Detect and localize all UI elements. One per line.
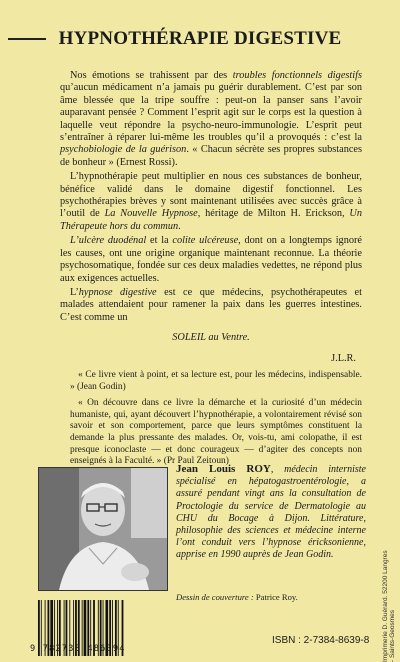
- paragraph-3: [60, 235, 362, 285]
- emphasis: colite ulcéreuse: [172, 235, 239, 247]
- credit-name: Patrice Roy.: [255, 592, 298, 602]
- text: est ce que médecins, psychothérapeutes et malades attendaient pour ramener la paix dans les guerres intestines. C’est comme un: [60, 286, 362, 323]
- book-title: HYPNOTHÉRAPIE DIGESTIVE: [58, 28, 342, 49]
- emphasis: SOLEIL: [172, 332, 206, 344]
- emphasis: La Nouvelle Hypnose: [104, 208, 198, 220]
- text: L’hypnothérapie peut multiplier en nous ces substances de bonheur, bénéfice validé dans le domaine digestif fonctionnel. Les psychothérapies brèves y sont maintenant utilisées avec succès grâce à l’outil de: [60, 171, 362, 220]
- back-cover-text: [60, 70, 362, 468]
- author-photo: [38, 467, 168, 591]
- cover-credit: [176, 592, 298, 602]
- isbn: ISBN : 2-7384-8639-8: [272, 635, 370, 646]
- author-portrait-image: [39, 468, 167, 590]
- printer-info: Imprimerie D. Guérard. 52200 Langres - Saints-Geosmes: [382, 550, 396, 662]
- paragraph-2: [60, 171, 362, 233]
- emphasis: psychobiologie de la guérison: [60, 144, 187, 156]
- text: qu’aucun médicament n’a jamais pu guérir durablement. C’est par son âme blessée que la tripe souffre : peut-on la panser sans l’avoir auparavant pensée ? Comment l’esprit agit sur le corps est la question à laquelle veut répondre la psycho-neuro-immunologie. L’esprit peut s’entraîner à réparer lui-même les troubles qu’il a provoqués : c’est la: [60, 82, 362, 144]
- text: , héritage de Milton H. Erickson,: [197, 208, 350, 220]
- credit-label: Dessin de couverture :: [176, 592, 254, 602]
- author-name: Jean Louis ROY: [176, 463, 271, 475]
- text: et la: [146, 235, 173, 247]
- signature: J.L.R.: [331, 352, 356, 364]
- text: . « Chacun sécrète ses propres substances de bonheur » (Ernest Rossi).: [60, 144, 362, 168]
- text: Nos émotions se trahissent par des: [70, 70, 233, 81]
- soleil-line: [60, 332, 362, 344]
- emphasis: L’ulcère duodénal: [70, 235, 147, 247]
- quote-zeitoun: « On découvre dans ce livre la démarche et la curiosité d’un médecin humaniste, qui, ayant découvert l’hypnothérapie, a volontairement révisé son savoir et son comportement, parce que leurs symptômes constituent la demande la plus pressante des malades. Or, vois-tu, ami colopathe, il est presque iconoclaste — et donc courageux — d’agiter des concepts non enseignés à la Faculté. » (Pr Paul Zeitoun): [70, 398, 362, 467]
- text: .: [178, 220, 181, 232]
- emphasis: hypnose digestive: [78, 286, 157, 298]
- paragraph-1: [60, 70, 362, 169]
- barcode-digits: 9 782738 486394: [30, 644, 126, 654]
- text: , dont on a longtemps ignoré les causes, ont une origine organique maintenant reconnue. La théorie psychosomatique, fondée sur ces deux maladies vedettes, ne répond plus aux exigences actuelles.: [60, 235, 362, 284]
- emphasis: au Ventre.: [205, 332, 250, 344]
- author-bio-text: , médecin interniste spécialisé en hépatogastroentérologie, a assuré pendant vingt ans la consultation de Proctologie du service de Dermatologie au CHU du Bocage à Dijon. Littérature, philosophie des sciences et médecine interne l’ont conduit vers l’hypnose éricksonienne, apprise en 1990 auprès de Jean Godin.: [176, 464, 366, 561]
- quote-godin: « Ce livre vient à point, et sa lecture est, pour les médecins, indispensable. » (Jean Godin): [70, 369, 362, 392]
- emphasis: Un Thérapeute hors du commun: [60, 208, 362, 232]
- text: L’: [70, 286, 79, 298]
- paragraph-4: [60, 287, 362, 324]
- emphasis: troubles fonctionnels digestifs: [232, 70, 362, 81]
- author-bio: [176, 463, 366, 562]
